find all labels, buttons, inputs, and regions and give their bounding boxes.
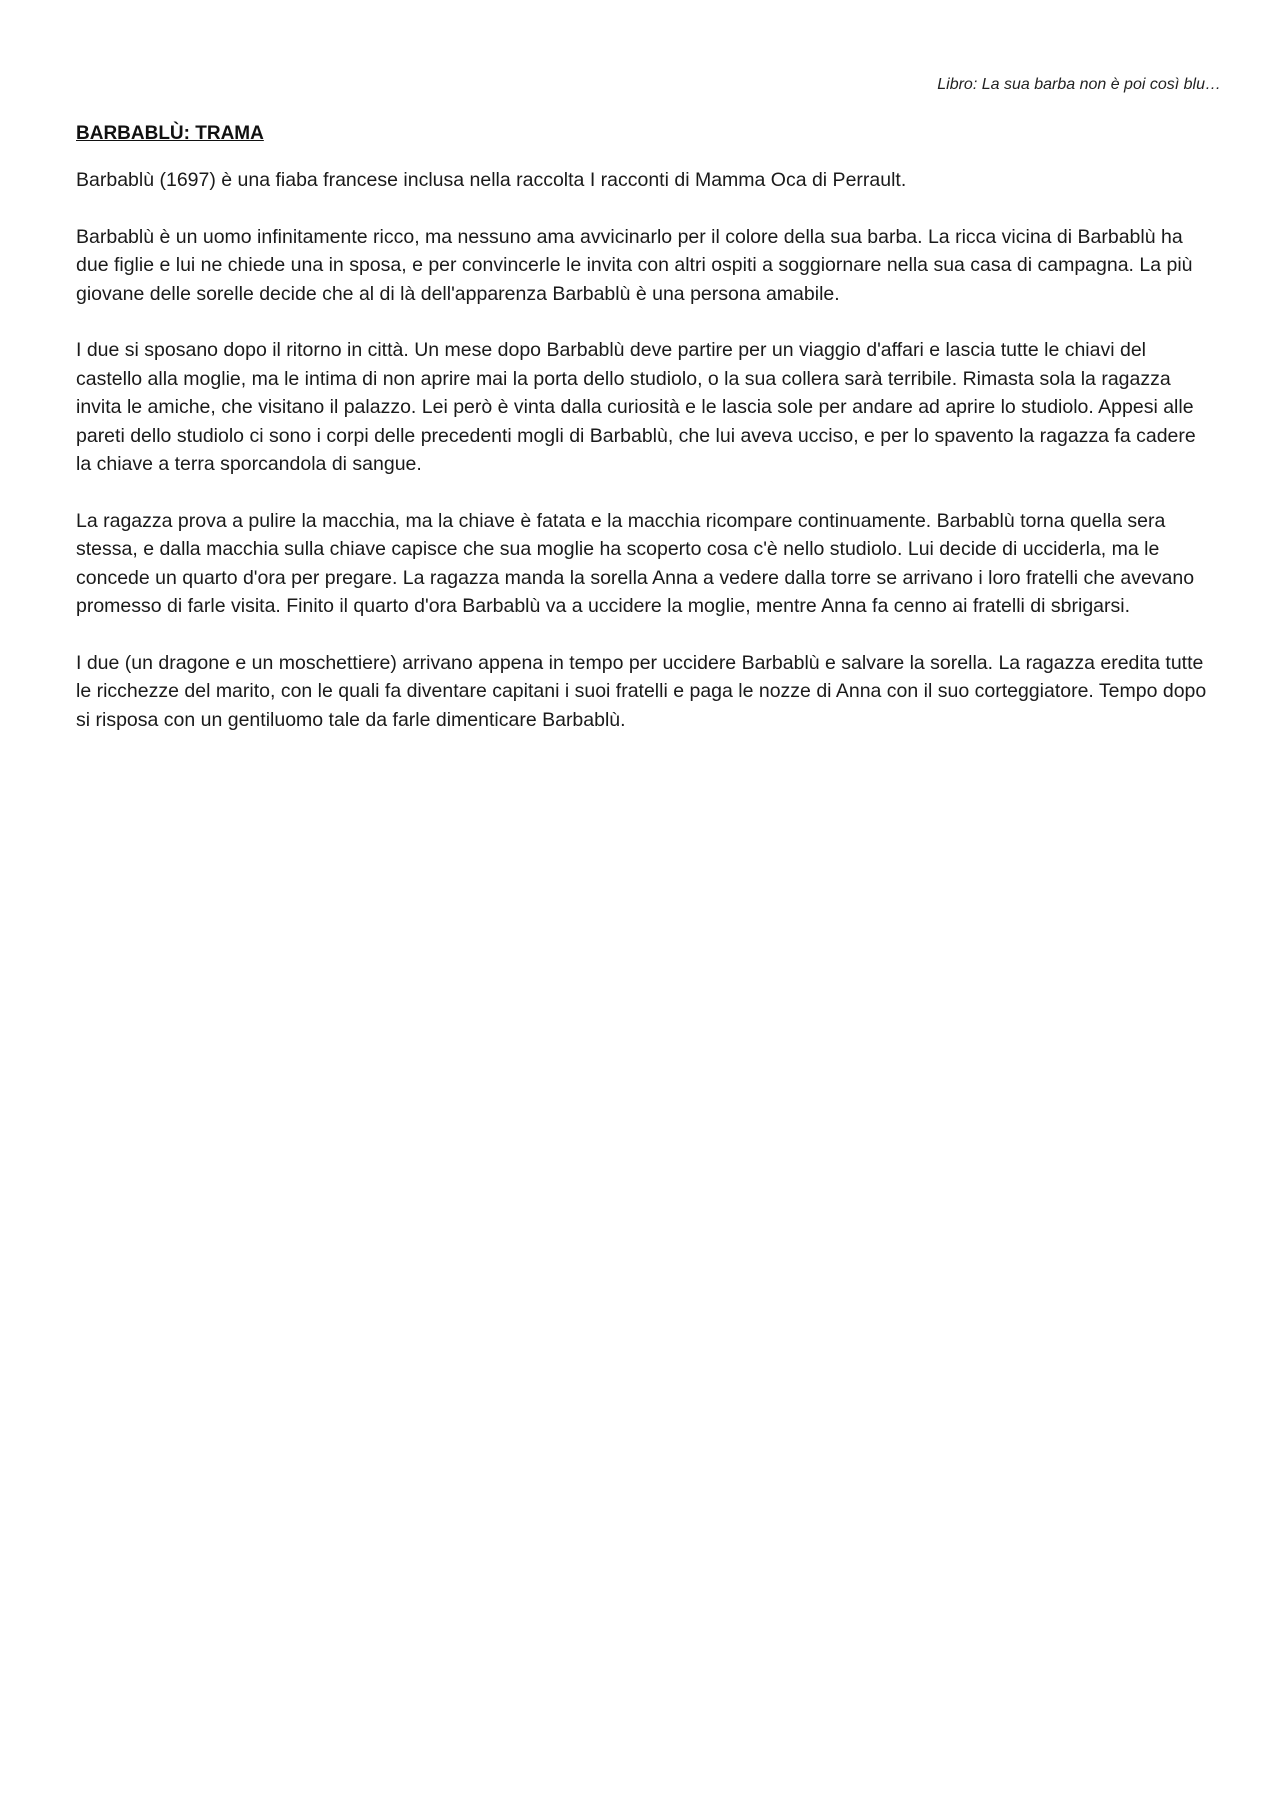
paragraph-suitor: Barbablù è un uomo infinitamente ricco, ma nessuno ama avvicinarlo per il colore della sua barba. La ricca vicina di Barbablù ha due figlie e lui ne chiede una in sposa, e per convincerle le invita con altri ospiti a soggiornare nella sua casa di campagna. La più giovane delle sorelle decide che al di là dell'apparenza Barbablù è una persona amabile. [76, 225, 1193, 305]
document-title: BARBABLÙ: TRAMA [76, 123, 264, 144]
paragraph-forbidden-room: I due si sposano dopo il ritorno in città. Un mese dopo Barbablù deve partire per un viaggio d'affari e lascia tutte le chiavi del castello alla moglie, ma le intima di non aprire mai la porta dello studiolo, o la sua collera sarà terribile. Rimasta sola la ragazza invita le amiche, che visitano il palazzo. Lei però è vinta dalla curiosità e le lascia sole per andare ad aprire lo studiolo. Appesi alle pareti dello studiolo ci sono i corpi delle precedenti mogli di Barbablù, che lui aveva ucciso, e per lo spavento la ragazza fa cadere la chiave a terra sporcandola di sangue. [76, 339, 1196, 475]
document-body [76, 120, 1212, 762]
book-reference-note: Libro: La sua barba non è poi così blu… [937, 76, 1221, 93]
paragraph-intro: Barbablù (1697) è una fiaba francese inclusa nella raccolta I racconti di Mamma Oca di Perrault. [76, 169, 907, 191]
paragraph-rescue: I due (un dragone e un moschettiere) arrivano appena in tempo per uccidere Barbablù e salvare la sorella. La ragazza eredita tutte le ricchezze del marito, con le quali fa diventare capitani i suoi fratelli e paga le nozze di Anna con il suo corteggiatore. Tempo dopo si risposa con un gentiluomo tale da farle dimenticare Barbablù. [76, 651, 1207, 731]
paragraph-return: La ragazza prova a pulire la macchia, ma la chiave è fatata e la macchia ricompare continuamente. Barbablù torna quella sera stessa, e dalla macchia sulla chiave capisce che sua moglie ha scoperto cosa c'è nello studiolo. Lui decide di ucciderla, ma le concede un quarto d'ora per pregare. La ragazza manda la sorella Anna a vedere dalla torre se arrivano i loro fratelli che avevano promesso di farle visita. Finito il quarto d'ora Barbablù va a uccidere la moglie, mentre Anna fa cenno ai fratelli di sbrigarsi. [76, 509, 1195, 617]
